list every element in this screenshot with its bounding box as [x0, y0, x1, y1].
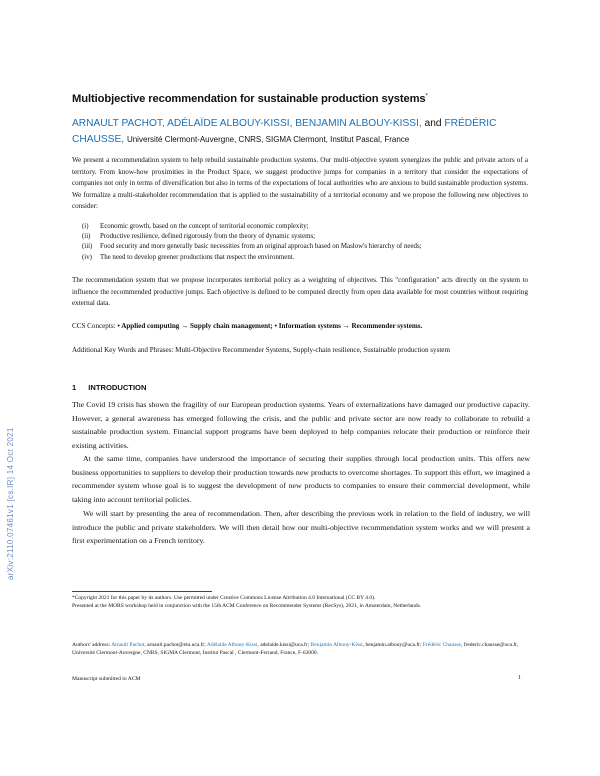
- intro-paragraph-1: The Covid 19 crisis has shown the fragility of our European production systems. Years of externalizations have damaged our productive capacity. However, a general awareness has emerged following the crisis, and the public and private sector are now ready to collaborate to rebuild a sustainable production system. Financial support programs have been deployed to help companies relocate their production or reinforce their existing activities.: [72, 400, 530, 450]
- author-link[interactable]: Benjamin Albouy-Kissi: [310, 642, 363, 648]
- author-name-chausse-first: FRÉDÉRIC: [444, 118, 497, 129]
- paper-title: Multiobjective recommendation for sustainable production systems*: [72, 93, 428, 105]
- intro-paragraph-2: At the same time, companies have understood the importance of securing their supplies through local production units. This offers new business opportunities to suppliers to develop their production towards new products to overcome shortages. To support this effort, we imagined a recommender system whose goal is to suggest the development of new products to companies to ensure their commercial development, while taking into account territorial policies.: [72, 454, 530, 504]
- abstract-paragraph-1: We present a recommendation system to help rebuild sustainable production systems. Our multi-objective system synergizes the public and private actors of a territory. From know-how proximities in the Product Space, we suggest productive jumps for companies in a territory that consider the expectations of companies not only in terms of diversification but also in terms of the expectations of local authorities who are anxious to build sustainable production systems. We formalize a multi-stakeholder recommendation that is applied to the sustainability of a territorial economy and we propose the following new objectives to consider:: [72, 156, 528, 210]
- author-name-chausse-last: CHAUSSE,: [72, 134, 125, 145]
- arxiv-id[interactable]: arXiv:2110.07461v1 [cs.IR] 14 Oct 2021: [6, 427, 15, 580]
- section-heading: 1 INTRODUCTION: [72, 383, 147, 392]
- keywords: Additional Key Words and Phrases: Multi-Objective Recommender Systems, Supply-chain resilience, Sustainable production system: [72, 346, 450, 354]
- list-item: (i) Economic growth, based on the concept of territorial economic complexity;: [82, 223, 309, 230]
- presented-note: Presented at the MORS workshop held in conjunction with the 15th ACM Conference on Recommender Systems (RecSys), 2021, in Amsterdam, Netherlands.: [72, 603, 422, 610]
- page-number: 1: [518, 675, 521, 681]
- author-and: and: [424, 118, 442, 129]
- list-item: (iv) The need to develop greener productions that respect the environment.: [82, 253, 295, 261]
- list-item: (ii) Productive resilience, defined rigorously from the theory of dynamic systems;: [82, 233, 316, 241]
- authors-address: Authors' address: Arnault Pachot, arnault.pachot@etu.uca.fr; Adélaïde Albouy-Kissi, adelaide.kissi@uca.fr; Benjamin Albouy-Kissi, benjamin.albouy@uca.fr; Frédéric Chausse, frederic.chausse@uca.fr, Université Clermont-Auvergne, CNRS, SIGMA Clermont, Institut Pascal , Clermont-Ferrand, France, F-63000.: [72, 642, 519, 657]
- author-names: ARNAULT PACHOT, ADÉLAÏDE ALBOUY-KISSI, BENJAMIN ALBOUY-KISSI,: [72, 118, 422, 129]
- list-item: (iii) Food security and more generally basic necessities from an original approach based on Maslow's hierarchy of needs;: [82, 243, 422, 251]
- abstract-paragraph-2: The recommendation system that we propose incorporates territorial policy as a weighting of objectives. This "configuration" acts directly on the system to influence the recommended productive jumps. Each objective is defined to be computed directly from open data available for most countries without requiring external data.: [72, 276, 528, 307]
- author-block: [72, 116, 532, 148]
- title-footnote-mark: *: [425, 93, 428, 100]
- manuscript-note: Manuscript submitted to ACM: [72, 676, 141, 682]
- author-link[interactable]: Arnault Pachot: [111, 642, 145, 648]
- author-affiliation: Université Clermont-Auvergne, CNRS, SIGMA Clermont, Institut Pascal, France: [126, 135, 410, 144]
- objectives-list: [82, 222, 522, 263]
- ccs-concepts: CCS Concepts: • Applied computing → Supply chain management; • Information systems → Recommender systems.: [72, 322, 423, 330]
- author-link[interactable]: Adélaïde Albouy-Kissi: [206, 642, 258, 648]
- footnote: [72, 594, 528, 610]
- intro-paragraph-3: We will start by presenting the area of recommendation. Then, after describing the previous work in relation to the field of industry, we will introduce the public and private stakeholders. We will then detail how our multi-objective recommendation system works and we will present a first experimentation on a French territory.: [72, 509, 530, 546]
- author-link[interactable]: Frédéric Chausse: [422, 642, 461, 648]
- copyright-note: *Copyright 2021 for this paper by its authors. Use permitted under Creative Commons License Attribution 4.0 International (CC BY 4.0).: [72, 595, 376, 601]
- arxiv-side-stamp: [0, 0, 20, 776]
- footnote-rule: [72, 591, 212, 592]
